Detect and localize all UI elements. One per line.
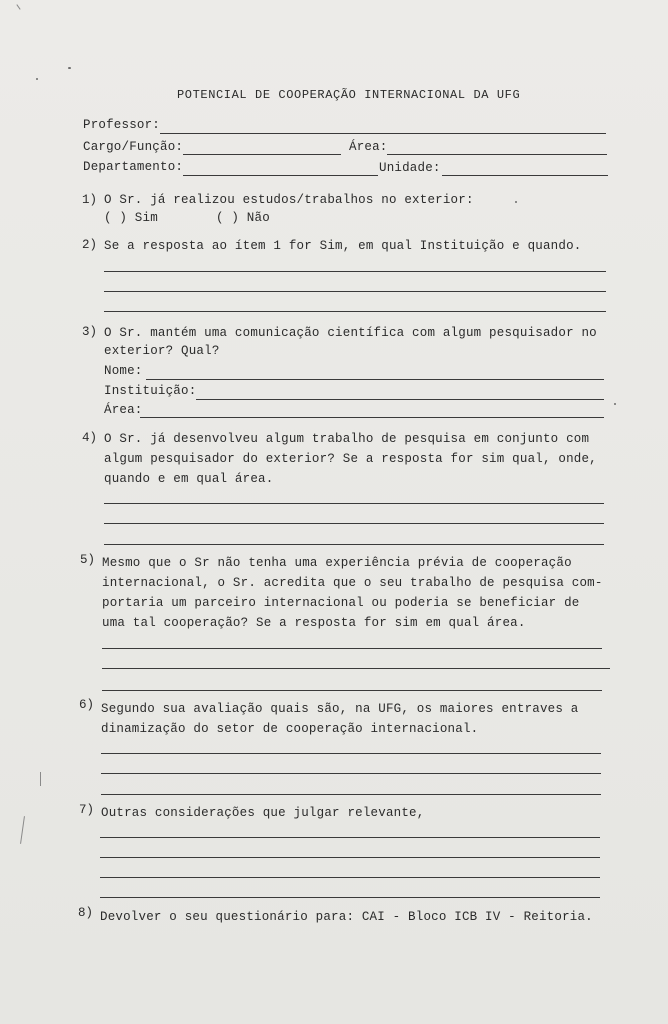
q1-option-nao[interactable]: ( ) Não: [216, 211, 270, 225]
q5-answer-line[interactable]: [102, 668, 610, 669]
scan-mark: [16, 4, 20, 9]
q1-option-sim[interactable]: ( ) Sim: [104, 211, 158, 225]
q4-answer-line[interactable]: [104, 523, 604, 524]
q4-answer-line[interactable]: [104, 544, 604, 545]
q3-nome-line[interactable]: [146, 379, 604, 380]
q6-answer-line[interactable]: [101, 773, 601, 774]
scan-mark: [20, 816, 25, 844]
q7-answer-line[interactable]: [100, 877, 600, 878]
scan-speck: [515, 201, 517, 203]
q5-answer-line[interactable]: [102, 690, 602, 691]
q5-text-line2: internacional, o Sr. acredita que o seu trabalho de pesquisa com-: [102, 576, 603, 590]
q5-text-line1: Mesmo que o Sr não tenha uma experiência prévia de cooperação: [102, 556, 572, 570]
scan-speck: [614, 403, 616, 405]
cargo-label: Cargo/Função:: [83, 140, 184, 154]
q2-text: Se a resposta ao ítem 1 for Sim, em qual Instituição e quando.: [104, 239, 582, 253]
q6-answer-line[interactable]: [101, 753, 601, 754]
q4-text-line2: algum pesquisador do exterior? Se a resposta for sim qual, onde,: [104, 452, 597, 466]
scan-speck: [68, 67, 71, 69]
q3-text-line1: O Sr. mantém uma comunicação científica com algum pesquisador no: [104, 326, 597, 340]
scan-mark: [40, 772, 41, 786]
q2-answer-line[interactable]: [104, 291, 606, 292]
q7-answer-line[interactable]: [100, 857, 600, 858]
q4-number: 4): [82, 431, 98, 445]
q5-text-line3: portaria um parceiro internacional ou poderia se beneficiar de: [102, 596, 580, 610]
q4-text-line3: quando e em qual área.: [104, 472, 274, 486]
page-title: POTENCIAL DE COOPERAÇÃO INTERNACIONAL DA UFG: [177, 88, 521, 102]
q6-answer-line[interactable]: [101, 794, 601, 795]
q3-area-line[interactable]: [140, 417, 604, 418]
q8-number: 8): [78, 906, 94, 920]
q6-text-line1: Segundo sua avaliação quais são, na UFG, os maiores entraves a: [101, 702, 579, 716]
q6-number: 6): [79, 698, 95, 712]
q5-number: 5): [80, 553, 96, 567]
unidade-label: Unidade:: [379, 161, 441, 175]
q7-answer-line[interactable]: [100, 837, 600, 838]
q7-text: Outras considerações que julgar relevante,: [101, 806, 425, 820]
q3-instituicao-line[interactable]: [196, 399, 604, 400]
departamento-line[interactable]: [183, 175, 378, 176]
q3-number: 3): [82, 325, 98, 339]
q6-text-line2: dinamização do setor de cooperação internacional.: [101, 722, 479, 736]
q1-text: O Sr. já realizou estudos/trabalhos no exterior:: [104, 193, 474, 207]
q8-text: Devolver o seu questionário para: CAI - Bloco ICB IV - Reitoria.: [100, 910, 593, 924]
area-line[interactable]: [387, 154, 607, 155]
area-label: Área:: [349, 140, 388, 154]
professor-label: Professor:: [83, 118, 161, 132]
q2-number: 2): [82, 238, 98, 252]
professor-line[interactable]: [160, 133, 606, 134]
q3-instituicao-label: Instituição:: [104, 384, 197, 398]
scan-speck: [36, 78, 38, 80]
q2-answer-line[interactable]: [104, 311, 606, 312]
q4-answer-line[interactable]: [104, 503, 604, 504]
q3-area-label: Área:: [104, 403, 143, 417]
q7-number: 7): [79, 803, 95, 817]
q1-number: 1): [82, 193, 98, 207]
unidade-line[interactable]: [442, 175, 608, 176]
cargo-line[interactable]: [183, 154, 341, 155]
q5-answer-line[interactable]: [102, 648, 602, 649]
q3-text-line2: exterior? Qual?: [104, 344, 220, 358]
q3-nome-label: Nome:: [104, 364, 143, 378]
departamento-label: Departamento:: [83, 160, 184, 174]
q7-answer-line[interactable]: [100, 897, 600, 898]
q4-text-line1: O Sr. já desenvolveu algum trabalho de pesquisa em conjunto com: [104, 432, 590, 446]
q2-answer-line[interactable]: [104, 271, 606, 272]
q5-text-line4: uma tal cooperação? Se a resposta for sim em qual área.: [102, 616, 526, 630]
